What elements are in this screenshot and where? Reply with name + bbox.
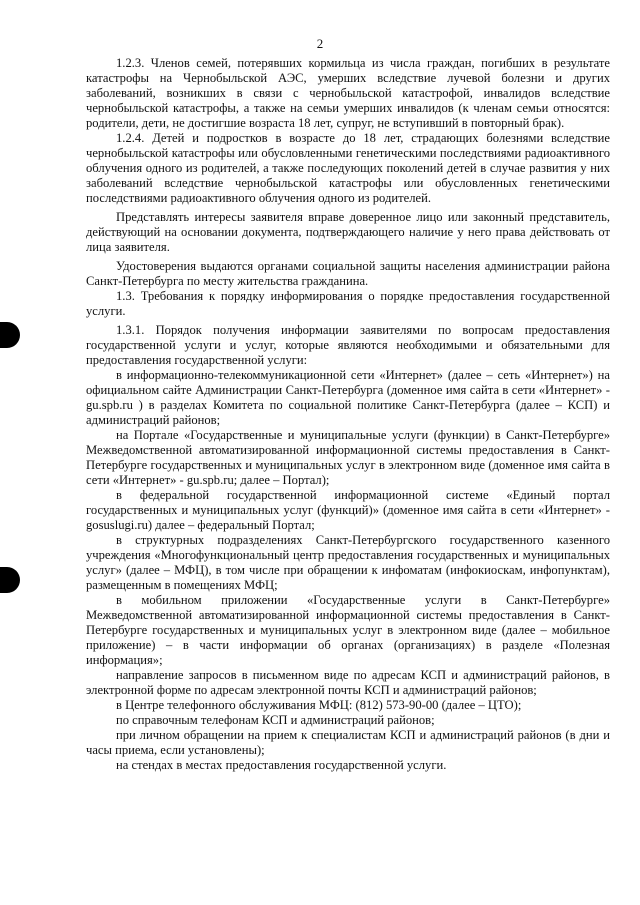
paragraph-mobile-app: в мобильном приложении «Государственные услуги в Санкт-Петербурге» Межведомственной автоматизированной информационной системы предоставления в Санкт-Петербурге государственных и муниципальных услуг в электронном виде (далее – мобильное приложение) – в части информации об органах (организациях) в разделе «Полезная информация»; [86,593,610,667]
paragraph-1-2-3: 1.2.3. Членов семей, потерявших кормильца из числа граждан, погибших в результате катастрофы на Чернобыльской АЭС, умерших вследствие лучевой болезни и других заболеваний, возникших в связи с чернобыльской катастрофой, инвалидов вследствие чернобыльской катастрофы, а также на семьи умерших инвалидов (к членам семьи относятся: родители, дети, не достигшие возраста 18 лет, супруг, не вступивший в повторный брак). [86,56,610,130]
binder-hole-top [0,322,20,348]
paragraph-1-3: 1.3. Требования к порядку информирования о порядке предоставления государственной услуги. [86,289,610,318]
paragraph-1-2-4: 1.2.4. Детей и подростков в возрасте до 18 лет, страдающих болезнями вследствие чернобыльской катастрофы или обусловленными генетическими последствиями радиоактивного облучения одного из родителей, а также последующих поколений детей в случае развития у них заболеваний вследствие чернобыльской катастрофы или обусловленных генетическими последствиями радиоактивного облучения одного из родителей. [86,131,610,205]
page-number: 2 [316,36,324,51]
paragraph-written-requests: направление запросов в письменном виде по адресам КСП и администраций районов, в электронной форме по адресам электронной почты КСП и администраций районов; [86,668,610,697]
paragraph-internet-site: в информационно-телекоммуникационной сети «Интернет» (далее – сеть «Интернет») на официальном сайте Администрации Санкт-Петербурга (доменное имя сайта в сети «Интернет» - gu.spb.ru ) в разделах Комитета по социальной политике Санкт-Петербурга (далее – КСП) и администраций районов; [86,368,610,427]
binder-hole-bottom [0,567,20,593]
paragraph-mfc: в структурных подразделениях Санкт-Петербургского государственного казенного учреждения «Многофункциональный центр предоставления государственных и муниципальных услуг» (далее – МФЦ), в том числе при обращении к инфоматам (инфокиоскам, инфопунктам), размещенным в помещениях МФЦ; [86,533,610,592]
paragraph-portal: на Портале «Государственные и муниципальные услуги (функции) в Санкт-Петербурге» Межведомственной автоматизированной информационной системы предоставления в Санкт-Петербурге государственных и муниципальных услуг в электронном виде (доменное имя сайта в сети «Интернет» - gu.spb.ru; далее – Портал); [86,428,610,487]
paragraph-phones: по справочным телефонам КСП и администраций районов; [116,713,435,727]
paragraph-stands: на стендах в местах предоставления государственной услуги. [116,758,447,772]
paragraph-cto: в Центре телефонного обслуживания МФЦ: (812) 573-90-00 (далее – ЦТО); [116,698,522,712]
paragraph-1-3-1: 1.3.1. Порядок получения информации заявителями по вопросам предоставления государственной услуги и услуг, которые являются необходимыми и обязательными для предоставления государственной услуги: [86,323,610,367]
paragraph-federal-portal: в федеральной государственной информационной системе «Единый портал государственных и муниципальных услуг (функций)» (доменное имя сайта в сети «Интернет» - gosuslugi.ru) далее – федеральный Портал; [86,488,610,532]
paragraph-representative: Представлять интересы заявителя вправе доверенное лицо или законный представитель, действующий на основании документа, подтверждающего наличие у него права действовать от лица заявителя. [86,210,610,254]
document-body [86,56,610,773]
paragraph-personal-visit: при личном обращении на прием к специалистам КСП и администраций районов (в дни и часы приема, если установлены); [86,728,610,757]
paragraph-certificates: Удостоверения выдаются органами социальной защиты населения администрации района Санкт-Петербурга по месту жительства гражданина. [86,259,610,288]
